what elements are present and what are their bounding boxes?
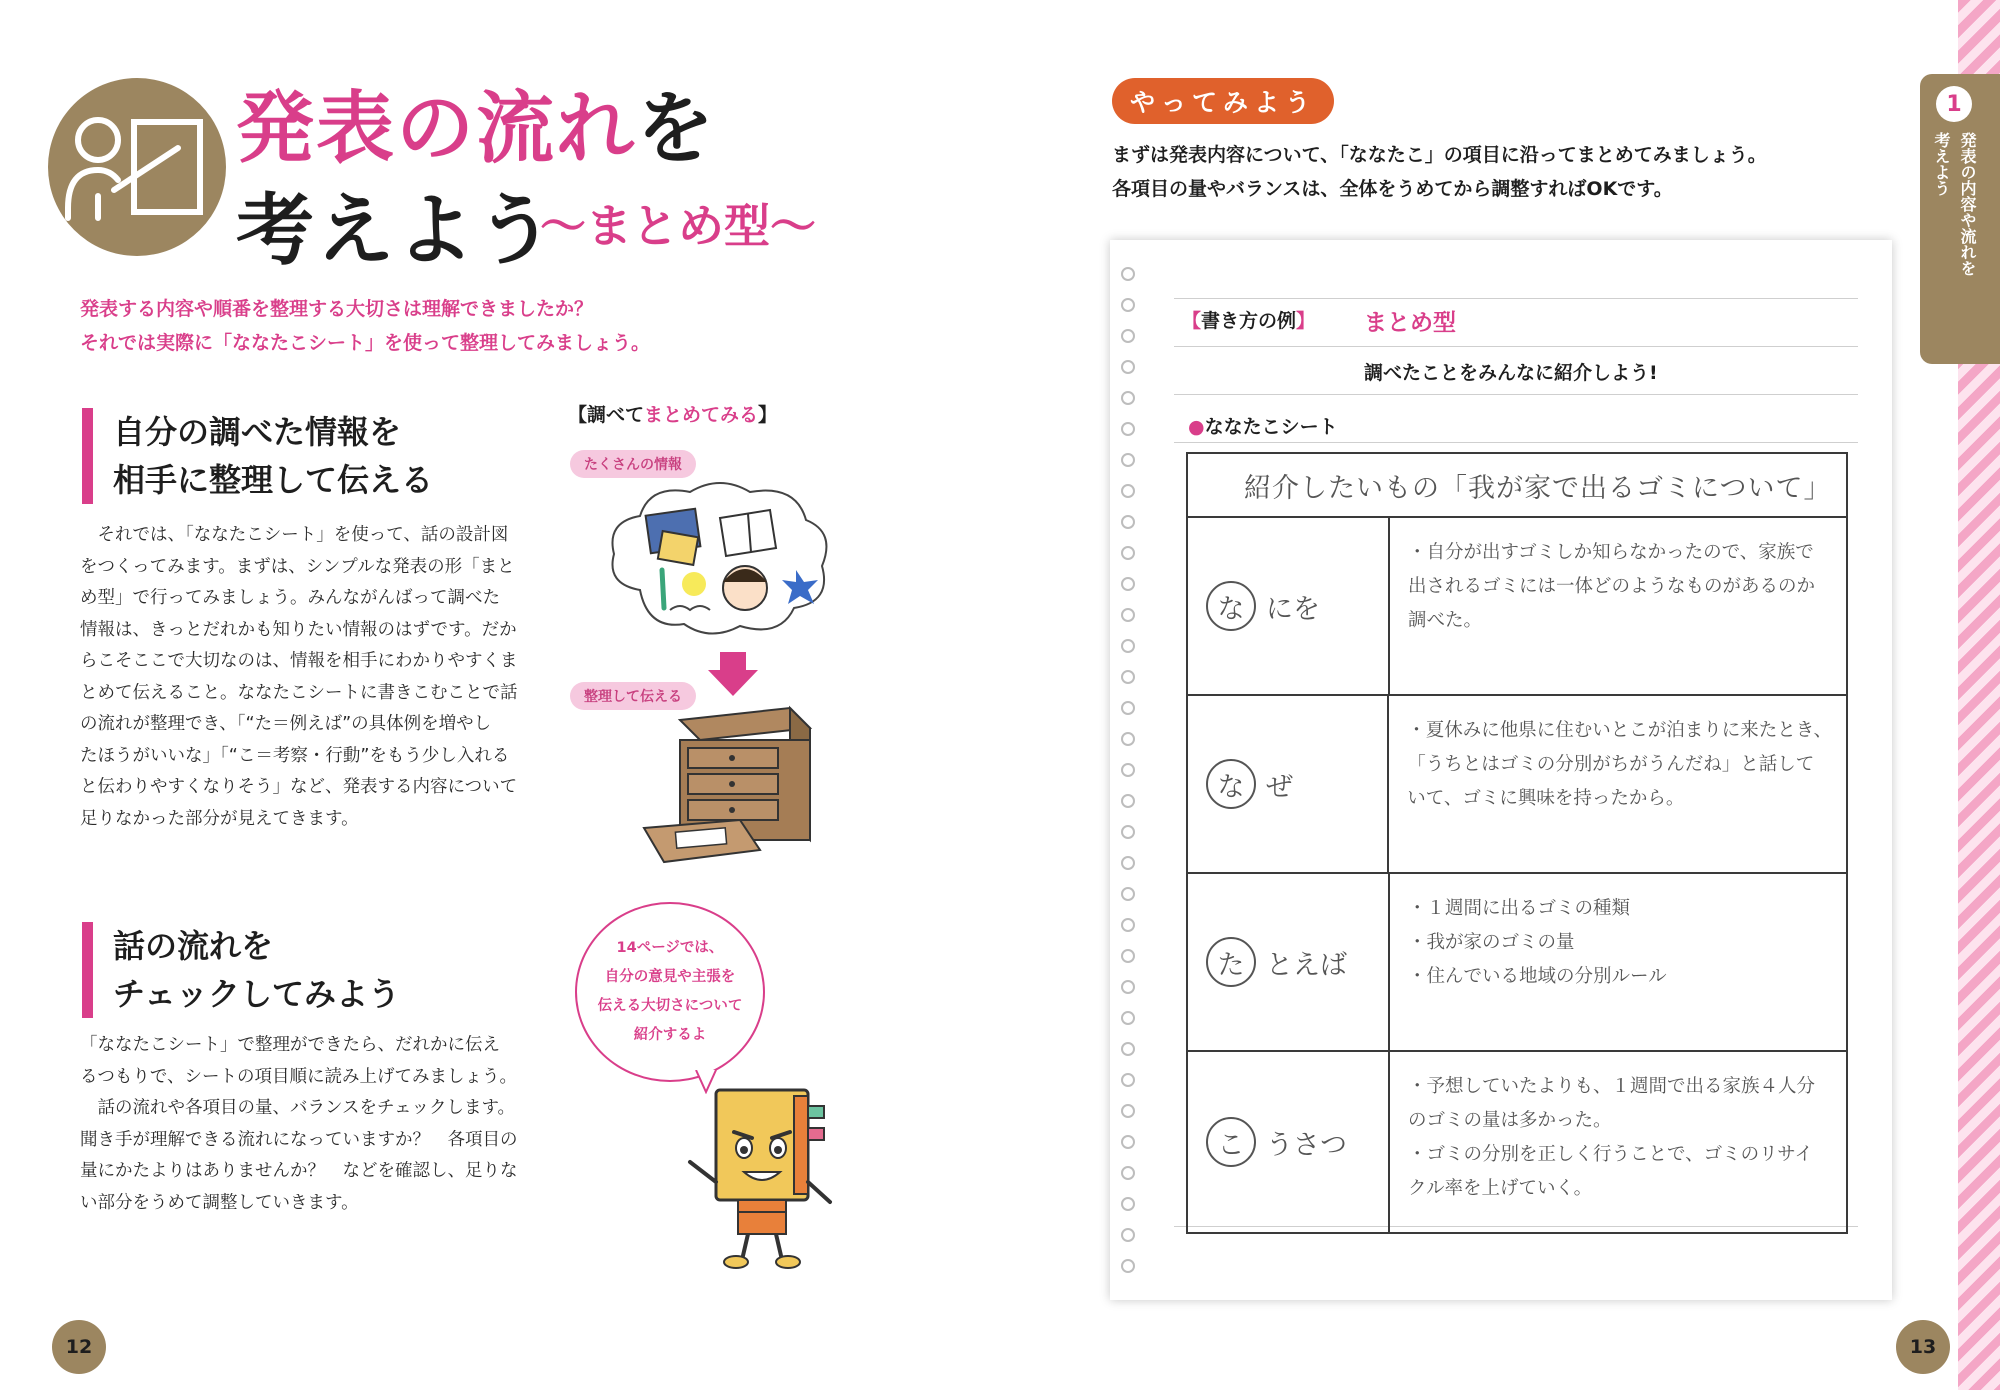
section1-heading: 自分の調べた情報を 相手に整理して伝える xyxy=(82,408,542,504)
down-arrow-icon xyxy=(708,652,758,696)
table-row xyxy=(1188,1052,1846,1232)
nanatako-sheet-table xyxy=(1186,452,1848,1234)
ruled-line xyxy=(1174,298,1858,299)
notebook-sheet xyxy=(1110,240,1892,1300)
chapter-number: 1 xyxy=(1936,86,1972,122)
drawer-cabinet-illustration xyxy=(640,700,820,870)
row-key: な ぜ xyxy=(1188,696,1389,872)
row-key: こ うさつ xyxy=(1188,1052,1390,1232)
section2-heading: 話の流れを チェックしてみよう xyxy=(82,922,542,1018)
example-description: 調べたことをみんなに紹介しよう! xyxy=(1364,362,1658,384)
sheet-title: 紹介したいもの「我が家で出るゴミについて」 xyxy=(1188,454,1846,518)
table-row xyxy=(1188,518,1846,696)
section1-body: それでは、「ななたこシート」を使って、話の設計図 をつくってみます。まずは、シンプルな発表の形「まと め型」で行ってみましょう。みんながんばって調べた 情報は、きっとだれかも知りたい情報のはずです。だか らこそここで大切なのは、情報を相手にわかりやすくま とめて伝えること。ななたこシートに書きこむことで話 の流れが整理でき、「“た＝例えば”の具体例を増やし たほうがいいな」「“こ＝考察・行動”をもう少し入れる と伝わりやすくなりそう」など、発表する内容について 足りなかった部分が見えてきます。 xyxy=(80,525,518,829)
example-type: まとめ型 xyxy=(1364,310,1456,336)
row-value: ・１週間に出るゴミの種類 ・我が家のゴミの量 ・住んでいる地域の分別ルール xyxy=(1408,898,1667,987)
try-it-instructions: まずは発表内容について、「ななたこ」の項目に沿ってまとめてみましょう。 各項目の量やバランスは、全体をうめてから調整すればOKです。 xyxy=(1112,144,1767,200)
example-label: 【書き方の例】 xyxy=(1182,310,1316,332)
ruled-line xyxy=(1174,442,1858,443)
row-key: な にを xyxy=(1188,518,1390,694)
ruled-line xyxy=(1174,394,1858,395)
row-key: た とえば xyxy=(1188,874,1390,1050)
ruled-line xyxy=(1174,346,1858,347)
try-it-badge: やってみよう xyxy=(1112,78,1334,124)
page-title-line2: 考えよう xyxy=(236,186,557,276)
spiral-binding xyxy=(1116,264,1140,1284)
page-number: 12 xyxy=(52,1320,106,1374)
row-value: ・予想していたよりも、１週間で出る家族４人分 のゴミの量は多かった。 ・ゴミの分別を正しく行うことで、ゴミのリサイ クル率を上げていく。 xyxy=(1408,1076,1816,1199)
page-title-line1: 発表の流れを xyxy=(236,84,717,174)
page-number: 13 xyxy=(1896,1320,1950,1374)
info-cloud-illustration xyxy=(600,470,840,650)
table-row xyxy=(1188,696,1846,874)
presenter-icon xyxy=(48,78,226,256)
page-subtitle: 〜まとめ型〜 xyxy=(540,199,816,253)
organize-tag: 整理して伝える xyxy=(570,682,696,710)
section2-body: 「ななたこシート」で整理ができたら、だれかに伝え るつもりで、シートの項目順に読み上げてみましょう。 話の流れや各項目の量、バランスをチェックします。 聞き手が理解できる流れになっていますか？ 各項目の 量にかたよりはありませんか？ などを確認し、足りな い部分をうめて調整していきます。 xyxy=(80,1035,518,1213)
row-value: ・夏休みに他県に住むいとこが泊まりに来たとき、 「うちとはゴミの分別がちがうんだね」と話して いて、ゴミに興味を持ったから。 xyxy=(1407,720,1832,809)
speech-bubble: 14ページでは、 自分の意見や主張を 伝える大切さについて 紹介するよ xyxy=(575,902,765,1082)
notebook-mascot-illustration xyxy=(682,1082,842,1272)
chapter-title: 発表の内容や流れを 考えよう xyxy=(1932,132,1977,276)
table-row xyxy=(1188,874,1846,1052)
illustration-label: 【調べてまとめてみる】 xyxy=(568,404,778,426)
many-info-tag: たくさんの情報 xyxy=(570,450,696,478)
intro-text: 発表する内容や順番を整理する大切さは理解できましたか？ それでは実際に「ななたこシート」を使って整理してみましょう。 xyxy=(80,298,651,354)
row-value: ・自分が出すゴミしか知らなかったので、家族で 出されるゴミには一体どのようなものがあるのか 調べた。 xyxy=(1408,542,1816,631)
sheet-label: ●ななたこシート xyxy=(1188,416,1338,438)
